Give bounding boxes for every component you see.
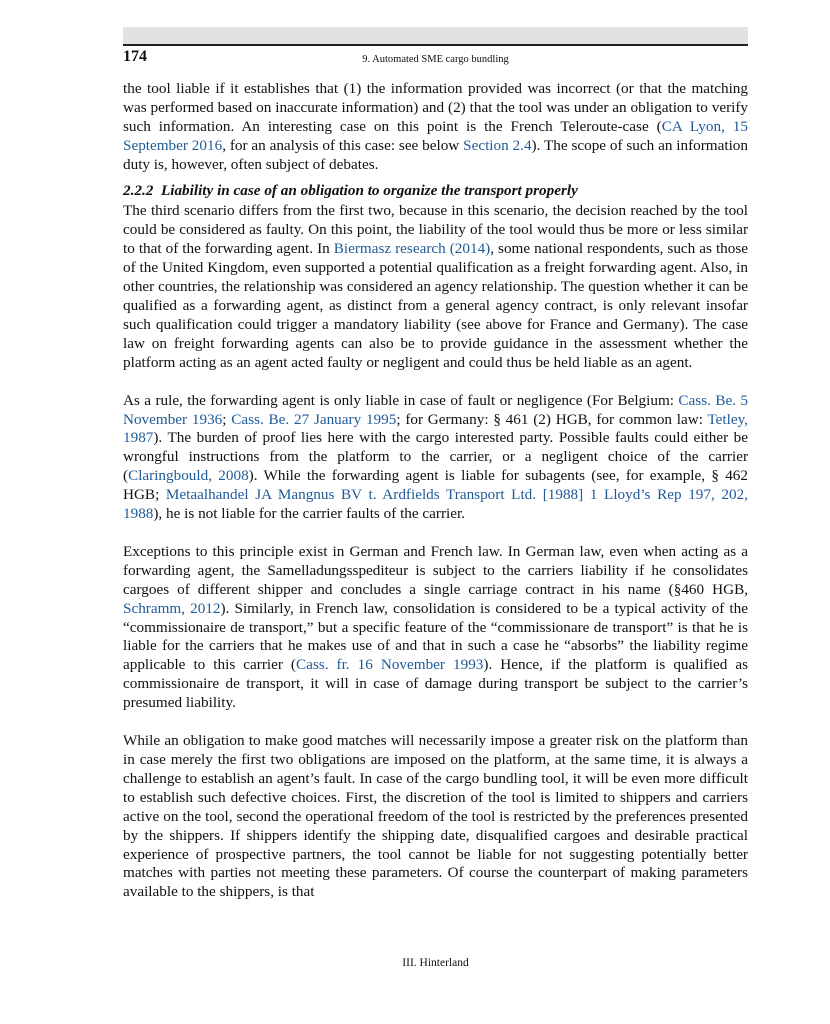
citation-link-cass-be-1936[interactable]: Cass. Be. 5 November 1936	[123, 391, 749, 428]
page-number: 174	[123, 48, 147, 65]
citation-link-tetley[interactable]: Tetley, 1987	[123, 410, 748, 447]
running-header-band	[123, 27, 748, 44]
paragraph-4	[123, 543, 748, 713]
citation-link-cass-fr-1993[interactable]: Cass. fr. 16 November 1993	[296, 656, 484, 674]
text-run: ). The burden of proof lies here with the cargo interested party. Possible faults could either be wrongful instructions from the platform to the carrier, or a negligent choice of the carrier (	[123, 429, 748, 485]
header-rule	[123, 44, 748, 46]
citation-link-metaalhandel[interactable]: Metaalhandel JA Mangnus BV t. Ardfields Transport Ltd. [1988] 1 Lloyd’s Rep 197, 202, 1988	[123, 486, 748, 523]
text-run: ), he is not liable for the carrier faults of the carrier.	[153, 505, 465, 523]
paragraph-2	[123, 202, 748, 372]
text-run: ). Hence, if the platform is qualified as commissionaire de transport, it will in case of damage during transport be subject to the carrier’s presumed liability.	[123, 656, 748, 712]
paragraph-3	[123, 392, 748, 524]
running-head: 9. Automated SME cargo bundling	[362, 54, 509, 65]
citation-link-biermasz[interactable]: Biermasz research (2014)	[333, 240, 491, 258]
part-footer: III. Hinterland	[402, 957, 469, 969]
text-run: While an obligation to make good matches will necessarily impose a greater risk on the platform than in case merely the first two obligations are imposed on the platform, at the same time, it is always a challenge to establish an agent’s fault. In case of the cargo bundling tool, it will be even more difficult to establish such defective choices. First, the discretion of the tool is limited to shippers and carriers active on the tool, second the operational freedom of the tool is restricted by the preferences presented by the shippers. If shippers identify the shipping date, disqualified cargoes and desirable practical experience of prospective partners, the tool cannot be liable for not suggesting potentially better matches with parties not meeting these parameters. Of course the counterpart of making parameters available to the shippers, is that	[123, 732, 748, 901]
text-run: Exceptions to this principle exist in German and French law. In German law, even when acting as a forwarding agent, the Samelladungsspediteur is subject to the carriers liability if he consolidates cargoes of different shipper and concludes a single carriage contract in his name (§460 HGB,	[123, 542, 748, 598]
page-body	[123, 80, 748, 902]
citation-link-ca-lyon[interactable]: CA Lyon, 15 September 2016	[123, 117, 748, 154]
citation-link-cass-be-1995[interactable]: Cass. Be. 27 January 1995	[231, 410, 397, 428]
cross-reference-link-section-2-4[interactable]: Section 2.4	[463, 136, 532, 154]
text-run: ). The scope of such an information duty is, however, often subject of debates.	[123, 136, 748, 173]
text-run: ;	[222, 410, 232, 428]
citation-link-schramm[interactable]: Schramm, 2012	[123, 599, 221, 617]
text-run: ; for Germany: § 461 (2) HGB, for common law:	[396, 410, 708, 428]
text-run: The third scenario differs from the first two, because in this scenario, the decision reached by the tool could be considered as faulty. On this point, the liability of the tool would thus be more or less similar to that of the forwarding agent. In	[123, 202, 748, 258]
paragraph-5	[123, 732, 748, 902]
citation-link-claringbould[interactable]: Claringbould, 2008	[128, 467, 249, 485]
text-run: , some national respondents, such as those of the United Kingdom, even supported a potential qualification as a freight forwarding agent. Also, in other countries, the relationship was considered an agency relationship. The question whether it can be qualified as a forwarding agent, as distinct from a general agency contract, is only relevant insofar such qualification could trigger a mandatory liability (see above for France and Germany). The case law on freight forwarding agents can also be to provide guidance in the assessment whether the platform acting as an agent acted faulty or negligent and could thus be held liable as an agent.	[123, 240, 749, 371]
text-run: ). While the forwarding agent is liable for subagents (see, for example, § 462 HGB;	[123, 467, 748, 504]
text-run: the tool liable if it establishes that (1) the information provided was incorrect (or that the matching was performed based on inaccurate information) and (2) that the tool was under an obligation to verify such information. An interesting case on this point is the French Teleroute-case (	[123, 80, 748, 135]
text-run: ). Similarly, in French law, consolidation is considered to be a typical activity of the “commissionaire de transport,” but a specific feature of the “commissionare de transport” is that he is liable for the carriers that he makes use of and that in such a case he “absorbs” the liability regime applicable to this carrier (	[123, 599, 748, 674]
paragraph-1	[123, 80, 748, 175]
text-run: , for an analysis of this case: see below	[222, 136, 464, 154]
section-number: 2.2.2	[123, 181, 154, 199]
text-run: As a rule, the forwarding agent is only liable in case of fault or negligence (For Belgium:	[123, 391, 679, 409]
section-title: Liability in case of an obligation to organize the transport properly	[160, 181, 578, 199]
section-heading	[123, 182, 748, 201]
